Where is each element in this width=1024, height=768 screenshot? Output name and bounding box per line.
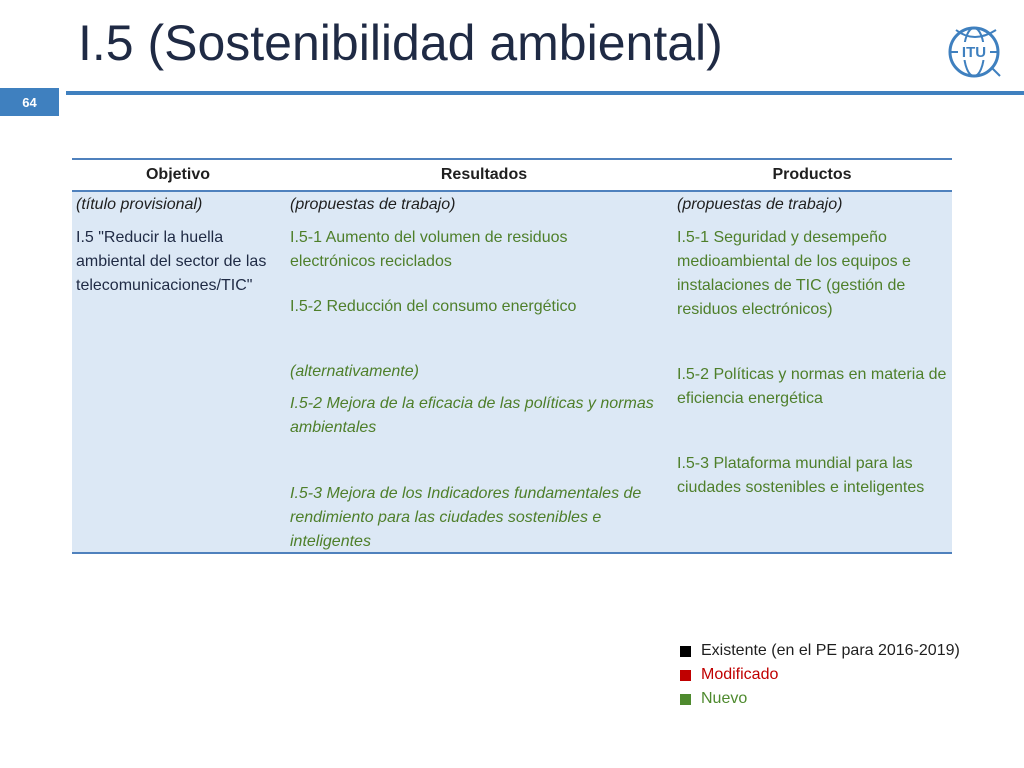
producto-i5-3: I.5-3 Plataforma mundial para las ciudades sostenibles e inteligentes: [677, 455, 925, 496]
legend-square-icon: [680, 646, 691, 657]
producto-i5-2: I.5-2 Políticas y normas en materia de eficiencia energética: [677, 366, 947, 407]
resultado-alternativamente: (alternativamente): [290, 363, 419, 380]
itu-logo-icon: [946, 24, 1002, 80]
objetivo-note: (título provisional): [76, 196, 203, 213]
page-number-badge: 64: [0, 88, 59, 116]
producto-i5-1: I.5-1 Seguridad y desempeño medioambiental de los equipos e instalaciones de TIC (gestión de residuos electrónicos): [677, 229, 911, 318]
itu-logo-text: ITU: [961, 44, 987, 61]
legend-label: Existente (en el PE para 2016-2019): [701, 642, 960, 659]
resultado-i5-2-alt: I.5-2 Mejora de la eficacia de las políticas y normas ambientales: [290, 395, 654, 436]
resultado-i5-1: I.5-1 Aumento del volumen de residuos electrónicos reciclados: [290, 229, 568, 270]
productos-note: (propuestas de trabajo): [677, 196, 843, 213]
slide-title: I.5 (Sostenibilidad ambiental): [78, 15, 723, 71]
header-productos: Productos: [772, 166, 852, 183]
resultados-note: (propuestas de trabajo): [290, 196, 456, 213]
color-legend: [680, 639, 960, 711]
table-header-row: [72, 160, 952, 192]
header-objetivo: Objetivo: [145, 166, 210, 183]
legend-square-icon: [680, 694, 691, 705]
objetivo-text: I.5 "Reducir la huella ambiental del sector de las telecomunicaciones/TIC": [76, 229, 267, 294]
header-resultados: Resultados: [440, 166, 528, 183]
legend-item-existente: [680, 639, 960, 663]
resultado-i5-2: I.5-2 Reducción del consumo energético: [290, 298, 577, 315]
resultado-i5-3: I.5-3 Mejora de los Indicadores fundamentales de rendimiento para las ciudades sostenibles e inteligentes: [290, 485, 642, 550]
title-underline: [66, 91, 1024, 95]
legend-item-modificado: [680, 663, 960, 687]
legend-item-nuevo: [680, 687, 960, 711]
results-table: [72, 158, 952, 554]
legend-label: Nuevo: [701, 690, 748, 707]
legend-label: Modificado: [701, 666, 779, 683]
legend-square-icon: [680, 670, 691, 681]
